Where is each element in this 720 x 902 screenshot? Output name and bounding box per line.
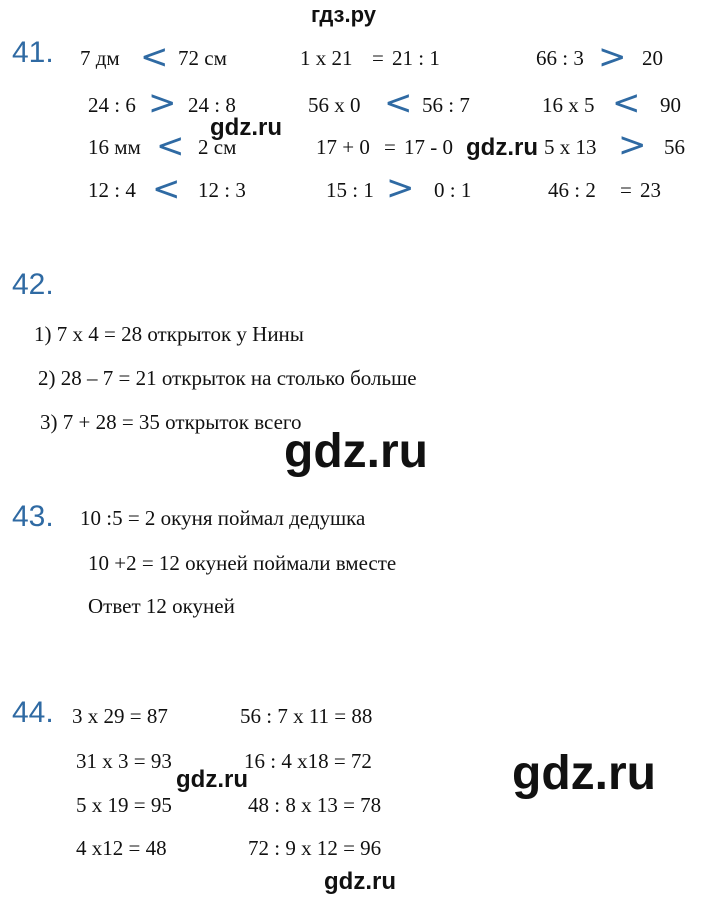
ex44-col1-line-2: 31 х 3 = 93 xyxy=(76,749,172,773)
ex44-col1-line-3: 5 х 19 = 95 xyxy=(76,793,172,817)
greater-than-sign: > xyxy=(386,168,415,208)
ex44-col1-line-4: 4 х12 = 48 xyxy=(76,836,167,860)
less-than-sign: < xyxy=(140,37,169,77)
equals-sign: = xyxy=(372,46,384,70)
ex44-col2-line-3: 48 : 8 х 13 = 78 xyxy=(248,793,382,817)
ex41-r3-c3-right: 56 xyxy=(664,135,685,159)
exercise-42-number: 42. xyxy=(12,268,54,301)
equals-sign: = xyxy=(620,178,632,202)
ex43-line-1: 10 :5 = 2 окуня поймал дедушка xyxy=(80,506,366,530)
ex41-r4-c1-left: 12 : 4 xyxy=(88,178,136,202)
ex41-r1-c3-right: 20 xyxy=(642,46,663,70)
ex41-r1-c3-left: 66 : 3 xyxy=(536,46,584,70)
ex44-col2-line-1: 56 : 7 х 11 = 88 xyxy=(240,704,373,728)
less-than-sign: < xyxy=(612,83,641,123)
ex41-r3-c2-right: 17 - 0 xyxy=(404,135,453,159)
ex44-col2-line-4: 72 : 9 х 12 = 96 xyxy=(248,836,382,860)
greater-than-sign: > xyxy=(598,37,627,77)
equals-sign: = xyxy=(384,135,396,159)
ex41-r3-c2-left: 17 + 0 xyxy=(316,135,370,159)
ex41-r4-c3-left: 46 : 2 xyxy=(548,178,596,202)
ex41-r1-c2-right: 21 : 1 xyxy=(392,46,440,70)
watermark: gdz.ru xyxy=(324,868,396,895)
ex41-r2-c3-left: 16 х 5 xyxy=(542,93,595,117)
watermark: gdz.ru xyxy=(284,425,428,478)
site-header: гдз.ру xyxy=(311,2,376,27)
ex41-r4-c1-right: 12 : 3 xyxy=(198,178,246,202)
watermark: gdz.ru xyxy=(512,747,656,800)
less-than-sign: < xyxy=(152,169,181,209)
greater-than-sign: > xyxy=(148,83,177,123)
less-than-sign: < xyxy=(384,83,413,123)
watermark: gdz.ru xyxy=(210,114,282,141)
greater-than-sign: > xyxy=(618,125,647,165)
ex41-r3-c1-right: 2 см xyxy=(198,135,237,159)
ex42-line-1: 1) 7 х 4 = 28 открыток у Нины xyxy=(34,322,304,346)
ex41-r2-c1-left: 24 : 6 xyxy=(88,93,136,117)
watermark: gdz.ru xyxy=(466,134,538,161)
ex41-r2-c2-right: 56 : 7 xyxy=(422,93,470,117)
exercise-41-number: 41. xyxy=(12,36,54,69)
ex43-line-2: 10 +2 = 12 окуней поймали вместе xyxy=(88,551,397,575)
ex41-r1-c1-right: 72 см xyxy=(178,46,227,70)
exercise-44-number: 44. xyxy=(12,696,54,729)
ex41-r1-c2-left: 1 х 21 xyxy=(300,46,353,70)
ex41-r4-c3-right: 23 xyxy=(640,178,661,202)
ex41-r4-c2-right: 0 : 1 xyxy=(434,178,472,202)
ex41-r3-c1-left: 16 мм xyxy=(88,135,141,159)
ex44-col1-line-1: 3 х 29 = 87 xyxy=(72,704,168,728)
ex41-r2-c1-right: 24 : 8 xyxy=(188,93,236,117)
ex42-line-2: 2) 28 – 7 = 21 открыток на столько больше xyxy=(38,366,417,390)
ex41-r2-c2-left: 56 х 0 xyxy=(308,93,361,117)
ex41-r4-c2-left: 15 : 1 xyxy=(326,178,374,202)
exercise-43-number: 43. xyxy=(12,500,54,533)
ex41-r3-c3-left: 5 х 13 xyxy=(544,135,597,159)
ex42-line-3: 3) 7 + 28 = 35 открыток всего xyxy=(40,410,302,434)
ex43-line-3: Ответ 12 окуней xyxy=(88,594,235,618)
ex41-r1-c1-left: 7 дм xyxy=(80,46,120,70)
ex41-r2-c3-right: 90 xyxy=(660,93,681,117)
watermark: gdz.ru xyxy=(176,766,248,793)
ex44-col2-line-2: 16 : 4 х18 = 72 xyxy=(244,749,372,773)
less-than-sign: < xyxy=(156,126,185,166)
